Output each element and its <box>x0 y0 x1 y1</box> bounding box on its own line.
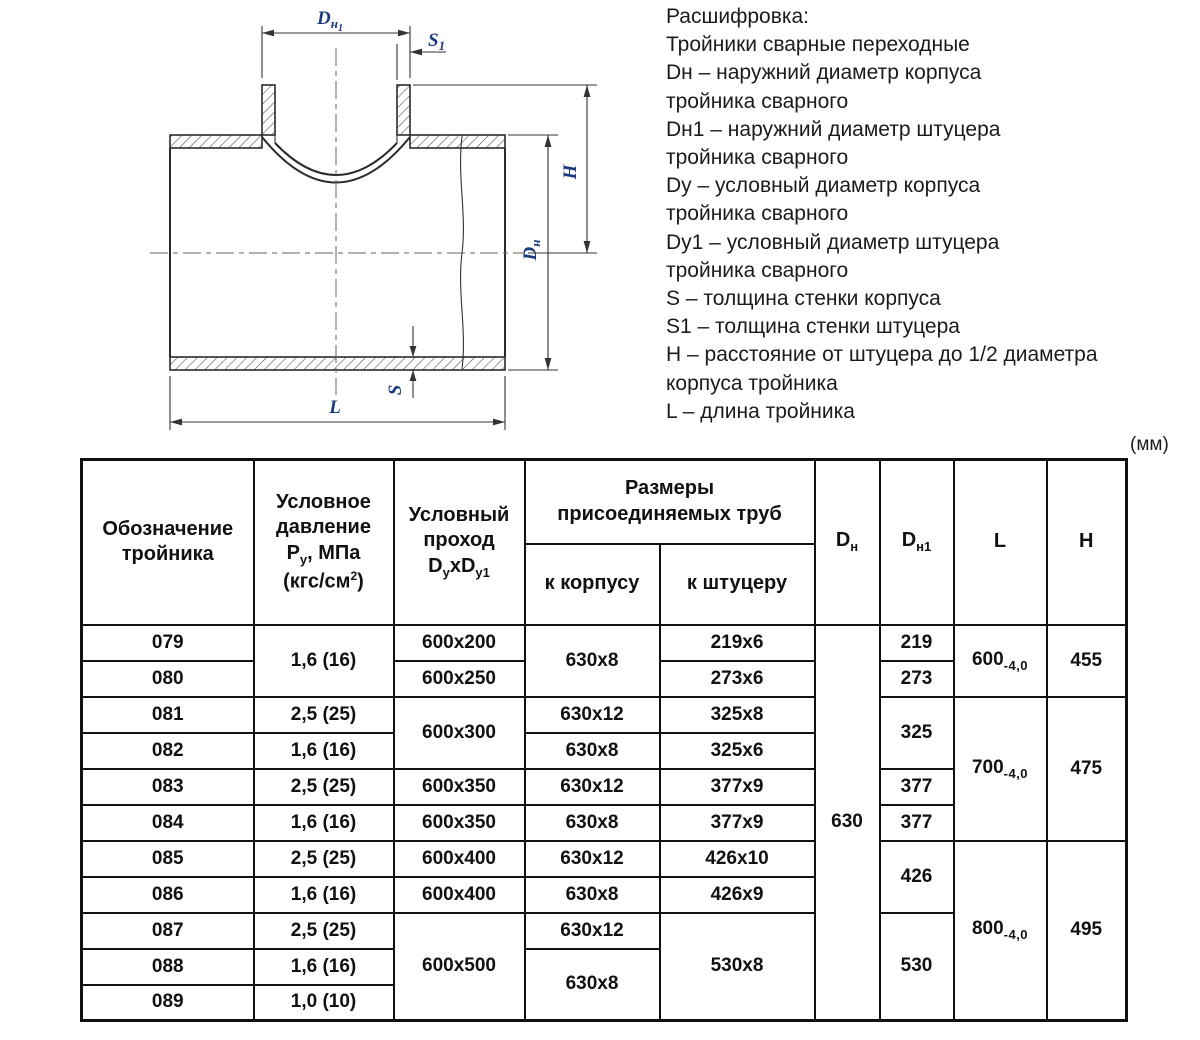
cell-to-body: 630x8 <box>525 877 660 913</box>
cell-dn1: 273 <box>880 661 954 697</box>
cell-bore: 600x200 <box>394 625 525 661</box>
cell-to-body: 630x12 <box>525 697 660 733</box>
cell-pressure: 2,5 (25) <box>254 697 394 733</box>
cell-l: $600_{-4,0}$ <box>954 625 1047 697</box>
legend-line: Dн1 – наружний диаметр штуцера <box>666 117 1001 141</box>
cell-to-stub: 530x8 <box>660 913 815 1021</box>
cell-to-body: 630x8 <box>525 949 660 1021</box>
legend-line: тройника сварного <box>666 146 849 170</box>
cell-to-body: 630x12 <box>525 769 660 805</box>
cell-to-body: 630x12 <box>525 913 660 949</box>
header-pressure: Условное давление $P_у$, МПа $(кгс/см^2)$ <box>254 460 394 625</box>
legend-line: S – толщина стенки корпуса <box>666 287 941 311</box>
cell-to-stub: 273x6 <box>660 661 815 697</box>
cell-l: $800_{-4,0}$ <box>954 841 1047 1021</box>
cell-to-body: 630x8 <box>525 805 660 841</box>
cell-bore: 600x400 <box>394 877 525 913</box>
cell-bore: 600x250 <box>394 661 525 697</box>
cell-dn1: 325 <box>880 697 954 769</box>
cell-pressure: 1,6 (16) <box>254 805 394 841</box>
legend-line: тройника сварного <box>666 202 849 226</box>
dim-label-s: S <box>385 384 406 396</box>
legend-line: L – длина тройника <box>666 399 855 423</box>
table-row <box>82 841 1127 877</box>
header-l: L <box>954 460 1047 625</box>
cell-bore: 600x400 <box>394 841 525 877</box>
header-dn1: $D_{н1}$ <box>880 460 954 625</box>
legend-line: Dy1 – условный диаметр штуцера <box>666 230 1000 254</box>
header-designation: Обозначение тройника <box>82 460 254 625</box>
cell-h: 475 <box>1047 697 1127 841</box>
cell-to-stub: 377x9 <box>660 805 815 841</box>
cell-designation: 088 <box>82 949 254 985</box>
dim-label-l: L <box>329 397 341 418</box>
legend-title: Расшифровка: <box>666 5 810 28</box>
legend-line: тройника сварного <box>666 258 849 282</box>
pipe-outline <box>170 135 505 369</box>
cell-designation: 079 <box>82 625 254 661</box>
table-row <box>82 697 1127 733</box>
legend-line: S1 – толщина стенки штуцера <box>666 315 960 339</box>
cell-h: 455 <box>1047 625 1127 697</box>
cell-designation: 082 <box>82 733 254 769</box>
cell-pressure: 1,6 (16) <box>254 733 394 769</box>
legend-line: корпуса тройника <box>666 371 838 395</box>
cell-dn1: 426 <box>880 841 954 913</box>
cell-pressure: 1,6 (16) <box>254 625 394 697</box>
cell-pressure: 1,0 (10) <box>254 985 394 1021</box>
cell-to-body: 630x12 <box>525 841 660 877</box>
cell-dn1: 377 <box>880 769 954 805</box>
header-h: H <box>1047 460 1127 625</box>
cell-to-stub: 377x9 <box>660 769 815 805</box>
cell-pressure: 2,5 (25) <box>254 913 394 949</box>
cell-to-stub: 219x6 <box>660 625 815 661</box>
dim-label-dn: $D_н$ <box>520 239 543 261</box>
cell-dn1: 530 <box>880 913 954 1021</box>
dim-label-h: H <box>560 164 581 180</box>
cell-designation: 086 <box>82 877 254 913</box>
cell-bore: 600x300 <box>394 697 525 769</box>
centerlines <box>150 48 525 395</box>
cell-dn1: 219 <box>880 625 954 661</box>
dim-label-s1: $S_1$ <box>428 30 446 53</box>
dimensions-table <box>80 458 1128 1022</box>
units-label: (мм) <box>1130 434 1169 455</box>
legend <box>666 3 1200 426</box>
cell-to-body: 630x8 <box>525 733 660 769</box>
header-bore: Условный проход $D_уxD_{у1}$ <box>394 460 525 625</box>
cell-dn: 630 <box>815 625 880 1021</box>
dim-label-dn1: $D_н1$ <box>317 8 343 34</box>
header-to-body: к корпусу <box>525 544 660 625</box>
cell-bore: 600x500 <box>394 913 525 1021</box>
cell-bore: 600x350 <box>394 769 525 805</box>
cell-h: 495 <box>1047 841 1127 1021</box>
cell-designation: 084 <box>82 805 254 841</box>
cell-designation: 085 <box>82 841 254 877</box>
cell-pressure: 2,5 (25) <box>254 841 394 877</box>
header-to-stub: к штуцеру <box>660 544 815 625</box>
cell-dn1: 377 <box>880 805 954 841</box>
cell-pressure: 1,6 (16) <box>254 949 394 985</box>
table-row <box>82 625 1127 661</box>
cell-to-stub: 325x8 <box>660 697 815 733</box>
cell-designation: 083 <box>82 769 254 805</box>
cell-to-stub: 325x6 <box>660 733 815 769</box>
cell-l: $700_{-4,0}$ <box>954 697 1047 841</box>
header-pipes-group: Размеры присоединяемых труб <box>525 460 815 544</box>
legend-line: Dy – условный диаметр корпуса <box>666 174 981 198</box>
cell-designation: 080 <box>82 661 254 697</box>
cell-to-stub: 426x9 <box>660 877 815 913</box>
pipe-walls <box>170 85 505 370</box>
cell-pressure: 2,5 (25) <box>254 769 394 805</box>
tee-drawing <box>0 0 660 450</box>
cell-bore: 600x350 <box>394 805 525 841</box>
cell-to-stub: 426x10 <box>660 841 815 877</box>
header-dn: $D_н$ <box>815 460 880 625</box>
legend-line: Dн – наружний диаметр корпуса <box>666 61 982 85</box>
cell-designation: 089 <box>82 985 254 1021</box>
legend-line: H – расстояние от штуцера до 1/2 диаметра <box>666 343 1098 367</box>
legend-line: Тройники сварные переходные <box>666 33 970 57</box>
cell-to-body: 630x8 <box>525 625 660 697</box>
cell-pressure: 1,6 (16) <box>254 877 394 913</box>
cell-designation: 087 <box>82 913 254 949</box>
legend-line: тройника сварного <box>666 89 849 113</box>
cell-designation: 081 <box>82 697 254 733</box>
